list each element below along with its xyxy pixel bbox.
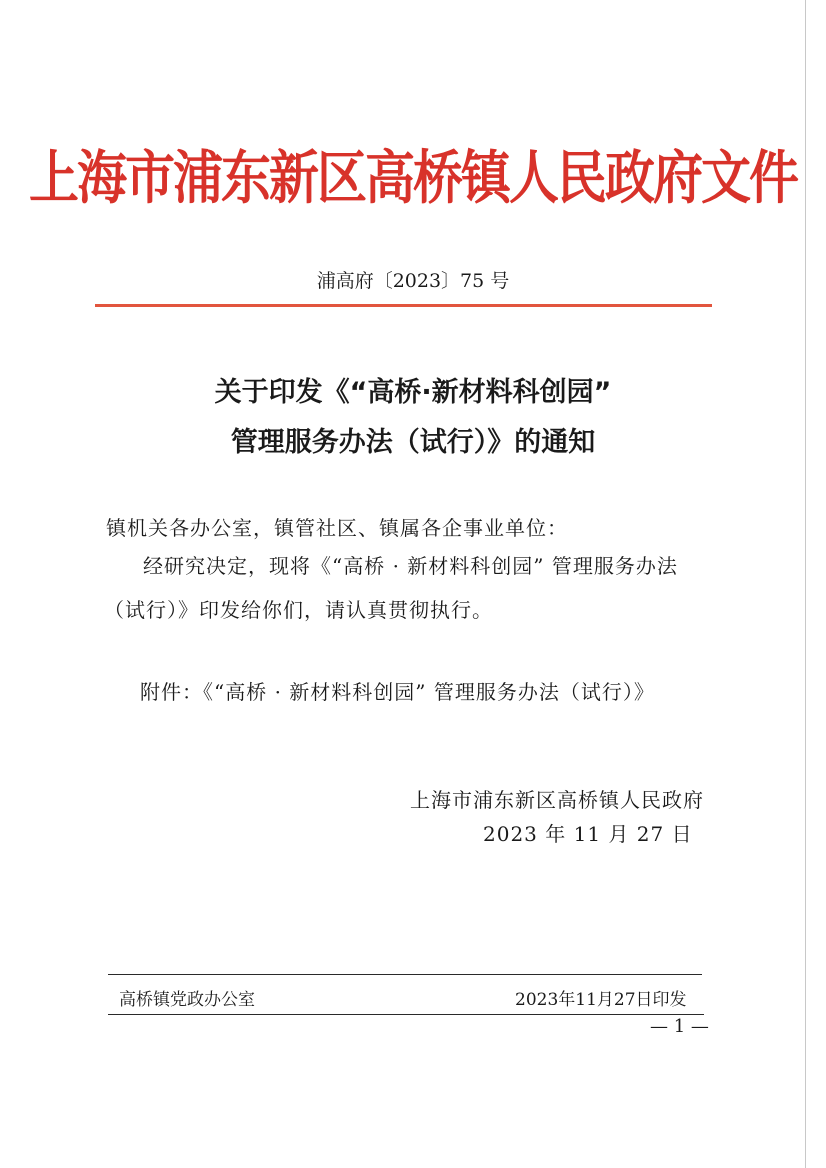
body-paragraph-line-2: （试行）》印发给你们，请认真贯彻执行。 (104, 598, 493, 622)
signing-date: 2023 年 11 月 27 日 (483, 822, 693, 846)
document-header-title: 上海市浦东新区高桥镇人民政府文件 (29, 143, 797, 212)
header-red-rule (95, 304, 712, 307)
attachment-line: 附件：《“高桥 · 新材料科创园” 管理服务办法（试行）》 (140, 680, 655, 704)
footer-top-rule (108, 974, 702, 975)
footer-office: 高桥镇党政办公室 (119, 990, 255, 1010)
document-number: 浦高府〔2023〕75 号 (316, 270, 510, 292)
body-paragraph-line-1: 经研究决定，现将《“高桥 · 新材料科创园” 管理服务办法 (143, 554, 678, 578)
notice-title-line-1: 关于印发《“高桥·新材料科创园” (214, 377, 612, 408)
signing-organization: 上海市浦东新区高桥镇人民政府 (410, 788, 704, 812)
footer-print-date: 2023年11月27日印发 (515, 990, 687, 1010)
salutation: 镇机关各办公室，镇管社区、镇属各企事业单位： (106, 516, 568, 540)
notice-title-line-2: 管理服务办法（试行）》的通知 (230, 427, 596, 458)
footer-bottom-rule (108, 1014, 704, 1015)
page-number: — 1 — (650, 1016, 709, 1037)
